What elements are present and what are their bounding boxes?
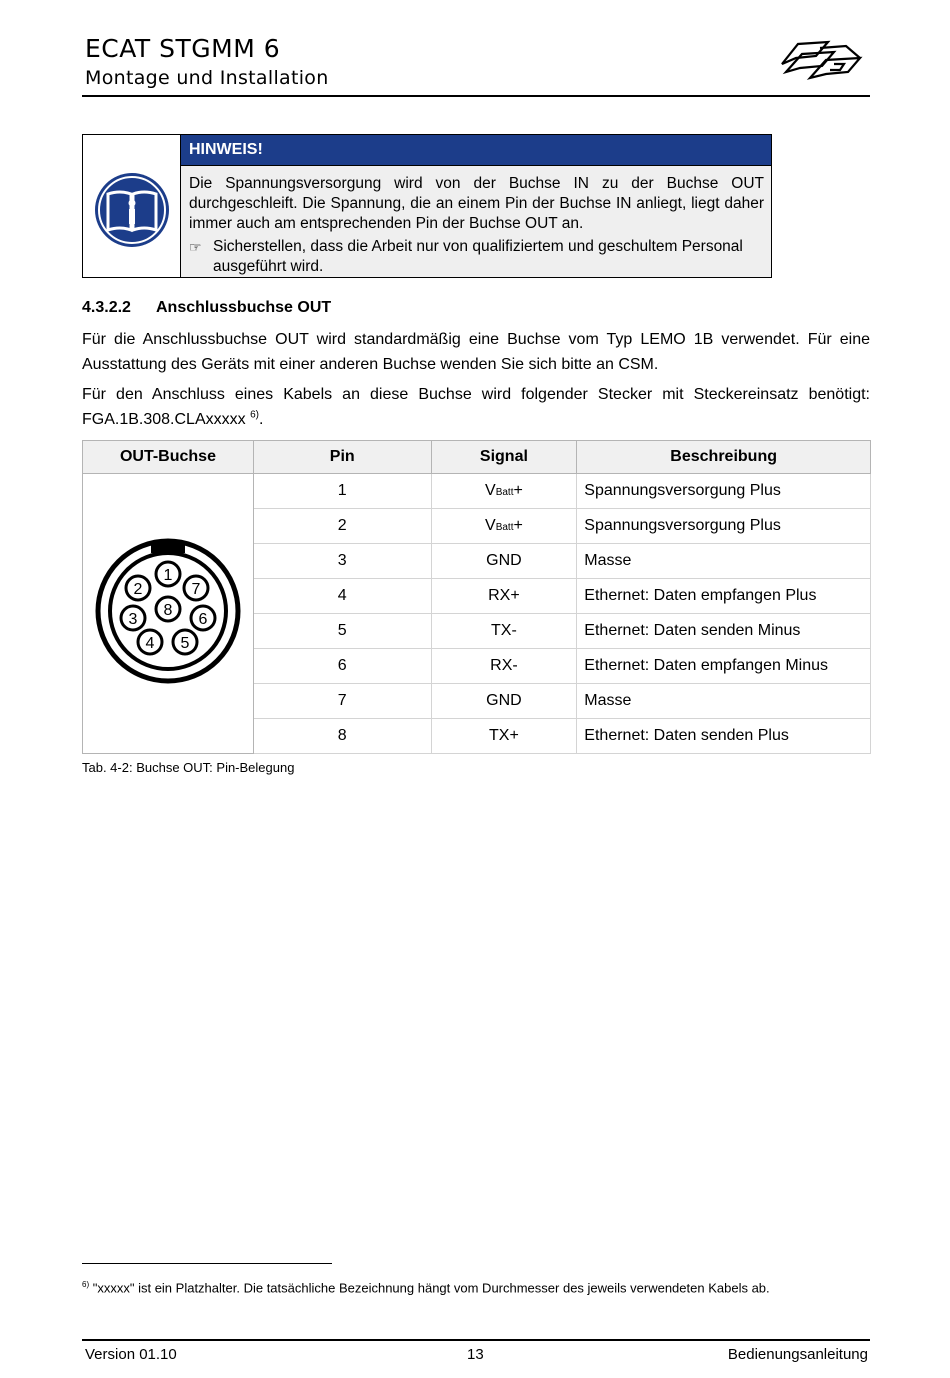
pin-number: 2 [253, 509, 431, 544]
table-caption: Tab. 4-2: Buchse OUT: Pin-Belegung [82, 760, 295, 775]
description: Spannungsversorgung Plus [577, 474, 871, 509]
signal: RX+ [431, 579, 577, 614]
paragraph-2-text: Für den Anschluss eines Kabels an diese Buchse wird folgender Stecker mit Steckereinsatz benötigt: FGA.1B.308.CLAxxxxx [82, 386, 870, 428]
notice-box [82, 134, 772, 278]
connector-pin-label: 5 [180, 635, 190, 652]
connector-pin-label: 7 [191, 581, 201, 598]
signal: RX- [431, 649, 577, 684]
header-beschreibung: Beschreibung [577, 441, 871, 474]
footnote-ref[interactable]: 6) [250, 409, 259, 421]
document-subtitle: Montage und Installation [85, 67, 329, 89]
paragraph-2-end: . [258, 411, 264, 428]
notice-icon-cell [83, 135, 181, 277]
connector-pin-label: 8 [163, 602, 173, 619]
description: Masse [577, 684, 871, 719]
company-logo [776, 34, 866, 86]
header-rule [82, 95, 870, 97]
signal: TX- [431, 614, 577, 649]
connector-pin-label: 6 [198, 611, 208, 628]
notice-body [181, 165, 771, 277]
manual-info-icon [94, 172, 170, 248]
header-out-buchse: OUT-Buchse [83, 441, 254, 474]
pin-assignment-table [82, 440, 871, 754]
footnote-text: "xxxxx" ist ein Platzhalter. Die tatsächliche Bezeichnung hängt vom Durchmesser des jeweils verwendeten Kabels ab. [89, 1280, 770, 1296]
pin-number: 4 [253, 579, 431, 614]
description: Ethernet: Daten empfangen Minus [577, 649, 871, 684]
signal: VBatt+ [431, 474, 577, 509]
section-number: 4.3.2.2 [82, 299, 131, 316]
footer-doc-type: Bedienungsanleitung [727, 1346, 868, 1363]
connector-diagram-cell [83, 474, 254, 754]
page-number: 13 [467, 1346, 484, 1363]
notice-heading: HINWEIS! [181, 135, 771, 165]
header-signal: Signal [431, 441, 577, 474]
description: Ethernet: Daten senden Minus [577, 614, 871, 649]
description: Ethernet: Daten senden Plus [577, 719, 871, 754]
signal: GND [431, 544, 577, 579]
pin-number: 5 [253, 614, 431, 649]
table-header-row [83, 441, 871, 474]
pointing-hand-icon: ☞ [189, 239, 202, 255]
footer-rule [82, 1339, 870, 1341]
signal: TX+ [431, 719, 577, 754]
footnote-rule [82, 1263, 332, 1264]
connector-pin-label: 4 [145, 635, 155, 652]
pin-number: 6 [253, 649, 431, 684]
header-pin: Pin [253, 441, 431, 474]
notice-text: Die Spannungsversorgung wird von der Buchse IN zu der Buchse OUT durchgeschleift. Die Spannung, die an einem Pin der Buchse IN anliegt, liegt daher immer auch am entsprechenden Pin der Buchse OUT an. [189, 175, 764, 232]
footnote-mark: 6) [82, 1280, 90, 1289]
connector-diagram [93, 536, 243, 686]
notice-action-text: Sicherstellen, dass die Arbeit nur von qualifiziertem und geschultem Personal ausgeführt wird. [213, 238, 743, 275]
table-row [83, 474, 871, 509]
paragraph-2 [82, 382, 870, 432]
description: Ethernet: Daten empfangen Plus [577, 579, 871, 614]
signal: VBatt+ [431, 509, 577, 544]
connector-pin-label: 2 [133, 581, 143, 598]
signal: GND [431, 684, 577, 719]
pin-number: 8 [253, 719, 431, 754]
footer-version: Version 01.10 [85, 1346, 177, 1363]
pin-number: 7 [253, 684, 431, 719]
section-title: Anschlussbuchse OUT [156, 299, 332, 316]
connector-pin-label: 1 [163, 567, 173, 584]
paragraph-1: Für die Anschlussbuchse OUT wird standardmäßig eine Buchse vom Typ LEMO 1B verwendet. Für eine Ausstattung des Geräts mit einer anderen Buchse wenden Sie sich bitte an CSM. [82, 331, 870, 373]
footnote [82, 1280, 770, 1295]
notice-action [189, 237, 764, 277]
document-title: ECAT STGMM 6 [85, 34, 281, 63]
pin-number: 1 [253, 474, 431, 509]
pin-number: 3 [253, 544, 431, 579]
connector-pin-label: 3 [128, 611, 138, 628]
section-heading [82, 299, 331, 317]
description: Masse [577, 544, 871, 579]
description: Spannungsversorgung Plus [577, 509, 871, 544]
